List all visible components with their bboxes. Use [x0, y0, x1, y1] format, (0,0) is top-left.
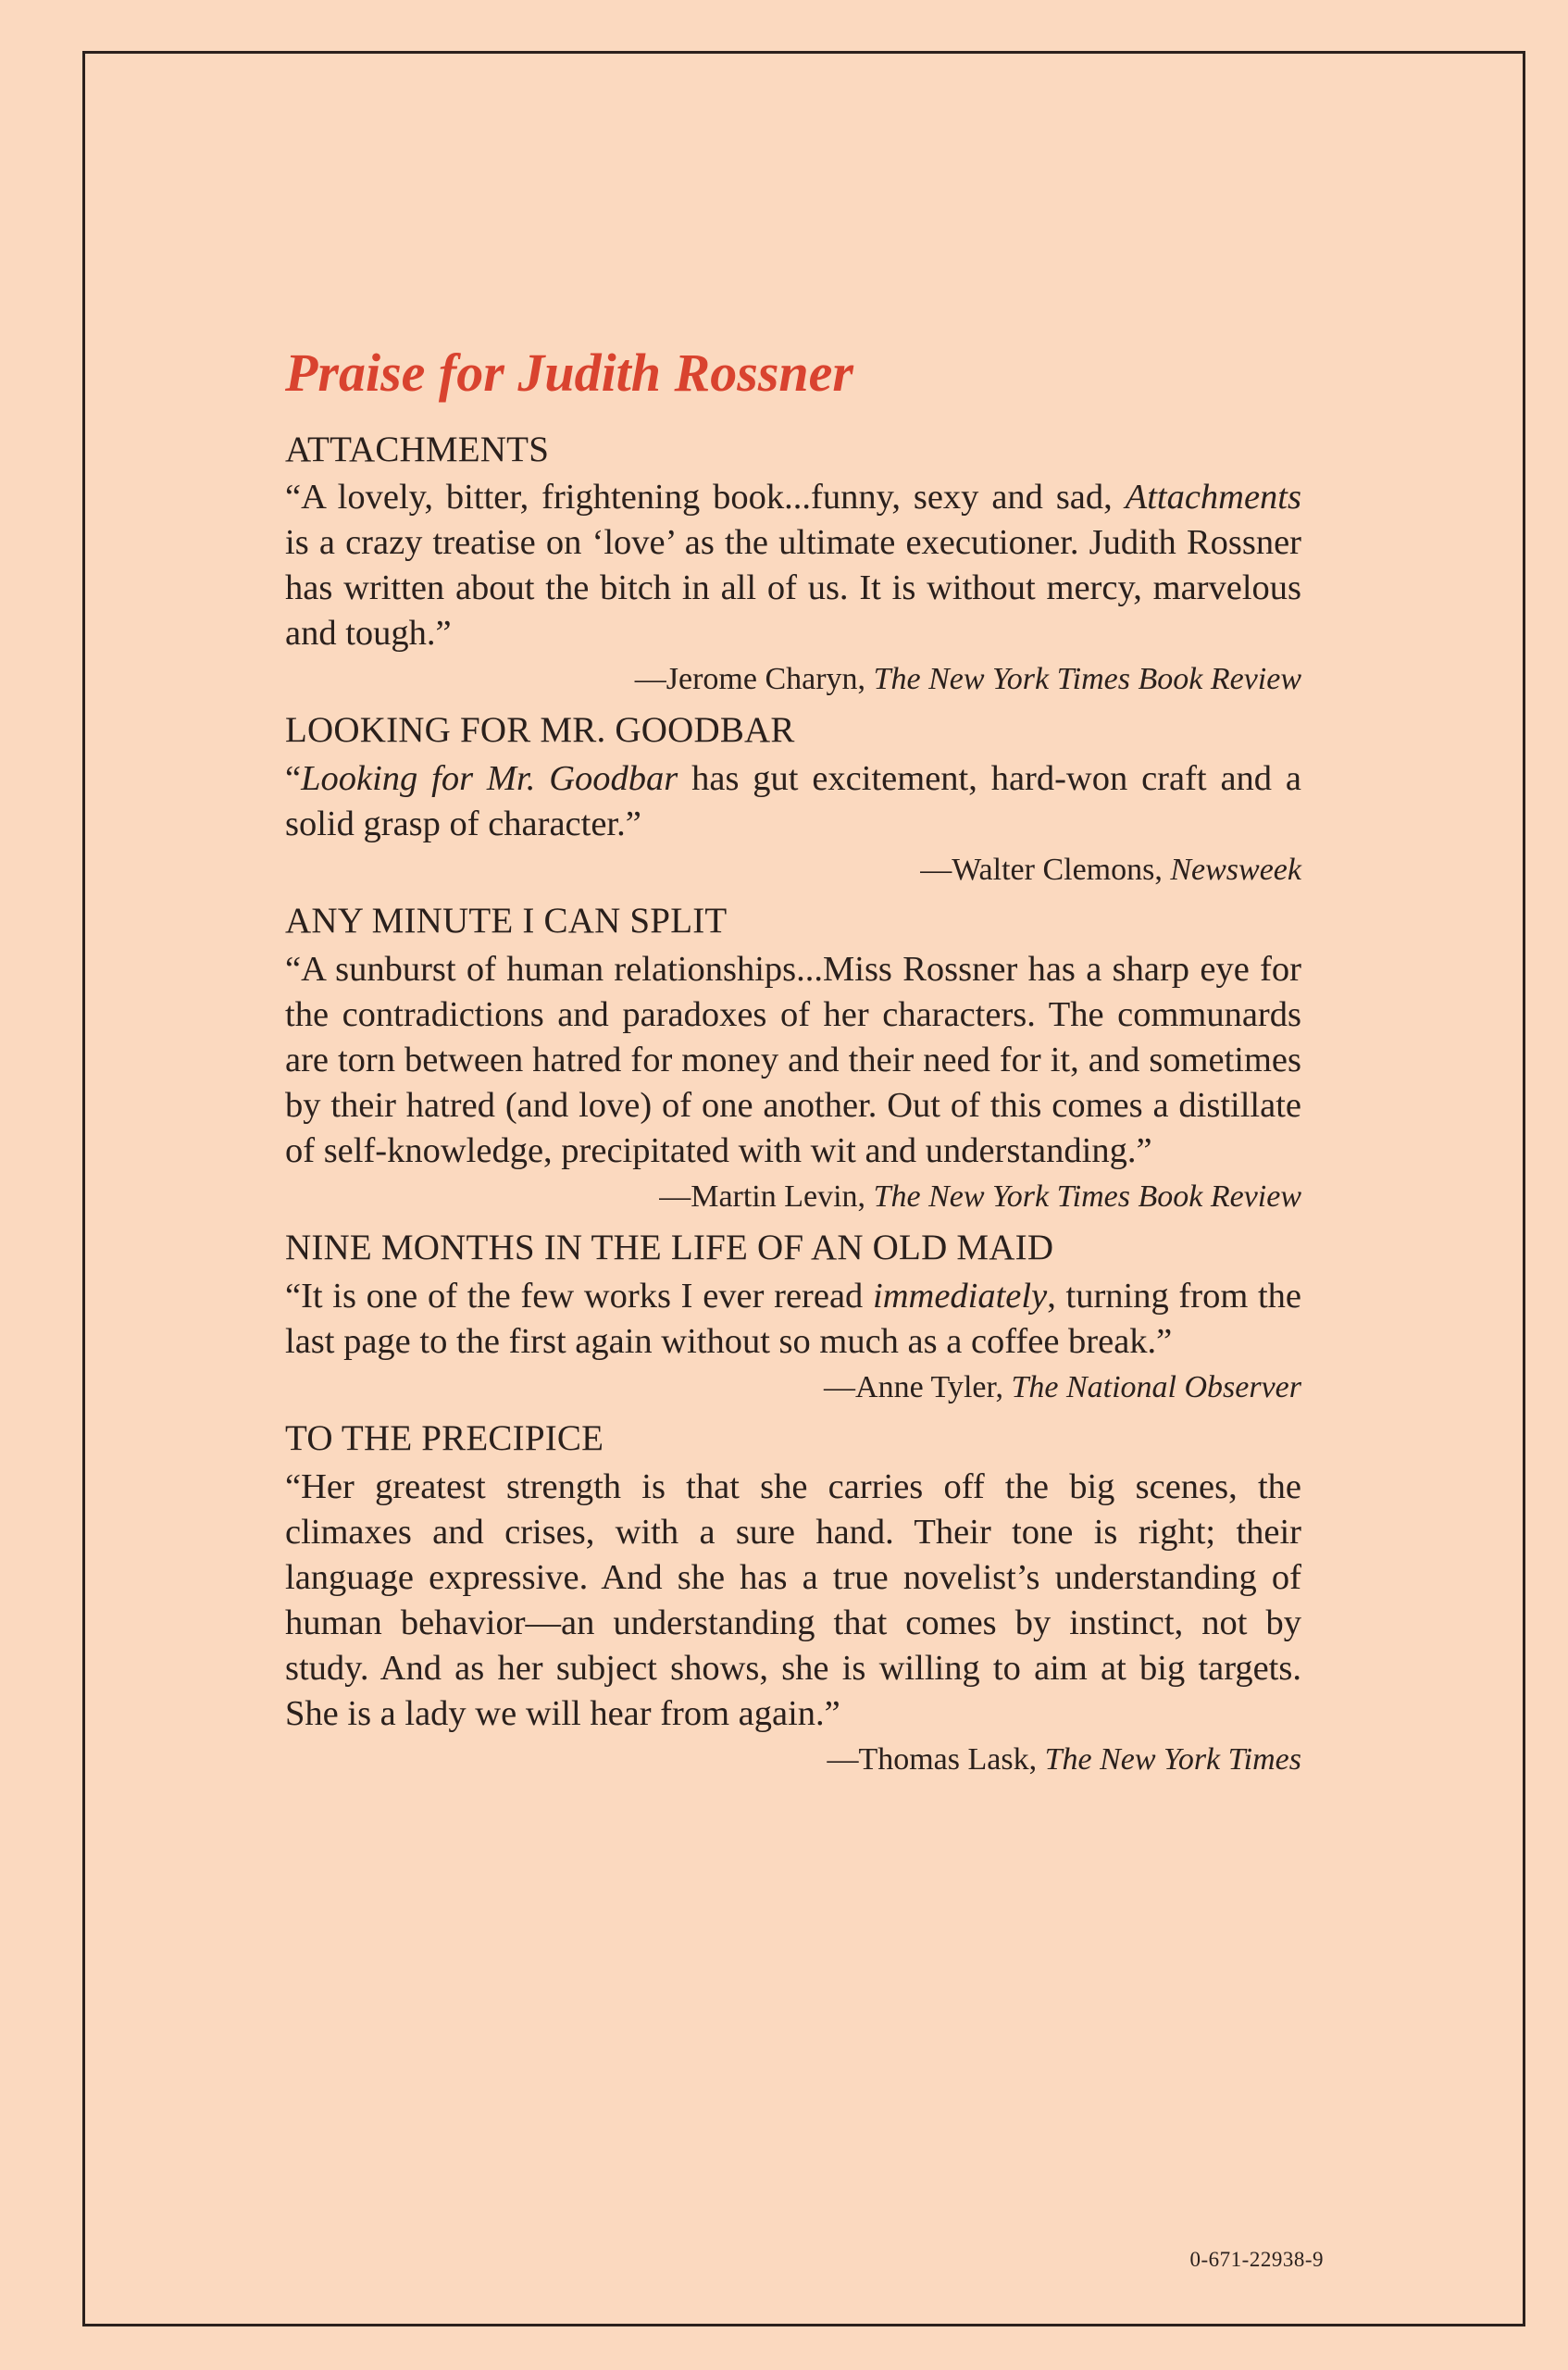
review-quote — [285, 756, 1301, 847]
reviewer-name: —Anne Tyler, — [824, 1369, 1012, 1404]
review-section — [285, 709, 1301, 892]
review-quote — [285, 947, 1301, 1174]
quote-italic-text: Attachments — [1125, 478, 1301, 518]
review-section — [285, 1417, 1301, 1782]
review-quote — [285, 1274, 1301, 1365]
review-attribution — [285, 1737, 1301, 1782]
quote-text: “It is one of the few works I ever reread — [285, 1276, 874, 1316]
review-attribution — [285, 1365, 1301, 1410]
reviewer-name: —Walter Clemons, — [920, 853, 1171, 888]
reviews-list — [285, 429, 1301, 1782]
review-section — [285, 429, 1301, 703]
review-section — [285, 1227, 1301, 1410]
quote-text: , turning from the last page to the first again without so much as a coffee break.” — [285, 1276, 1301, 1361]
praise-content — [285, 343, 1301, 1790]
publication-name: The National Observer — [1011, 1369, 1301, 1404]
review-attribution — [285, 1174, 1301, 1219]
quote-text: has gut excitement, hard-won craft and a solid grasp of character.” — [285, 759, 1301, 844]
quote-italic-text: Looking for Mr. Goodbar — [301, 759, 678, 799]
isbn-number: 0-671-22938-9 — [1189, 2248, 1324, 2271]
book-title: TO THE PRECIPICE — [285, 1417, 604, 1458]
book-title: LOOKING FOR MR. GOODBAR — [285, 710, 795, 751]
book-title: NINE MONTHS IN THE LIFE OF AN OLD MAID — [285, 1228, 1054, 1268]
reviewer-name: —Thomas Lask, — [827, 1741, 1045, 1777]
review-quote — [285, 1465, 1301, 1737]
reviewer-name: —Jerome Charyn, — [634, 662, 874, 697]
publication-name: Newsweek — [1170, 853, 1301, 888]
review-attribution — [285, 847, 1301, 892]
review-attribution — [285, 656, 1301, 702]
quote-text: “ — [285, 759, 302, 799]
quote-text: “Her greatest strength is that she carries off the big scenes, the climaxes and crises, with a sure hand. Their tone is right; their language expressive. And she has a true novelist’s understanding of human behavior—an understanding that comes by instinct, not by study. And as her subject shows, she is willing to aim at big targets. She is a lady we will hear from again.” — [285, 1466, 1301, 1733]
publication-name: The New York Times — [1044, 1741, 1301, 1777]
reviewer-name: —Martin Levin, — [659, 1179, 874, 1215]
quote-italic-text: immediately — [873, 1276, 1048, 1316]
quote-text: is a crazy treatise on ‘love’ as the ultimate executioner. Judith Rossner has written about the bitch in all of us. It is without mercy, marvelous and tough.” — [285, 523, 1301, 654]
publication-name: The New York Times Book Review — [873, 662, 1301, 697]
review-section — [285, 900, 1301, 1219]
praise-heading: Praise for Judith Rossner — [285, 343, 853, 403]
book-title: ANY MINUTE I CAN SPLIT — [285, 901, 728, 942]
quote-text: “A lovely, bitter, frightening book...funny, sexy and sad, — [285, 478, 1126, 518]
review-quote — [285, 475, 1301, 656]
book-title: ATTACHMENTS — [285, 429, 550, 469]
quote-text: “A sunburst of human relationships...Miss Rossner has a sharp eye for the contradictions and paradoxes of her characters. The communards are torn between hatred for money and their need for it, and sometimes by their hatred (and love) of one another. Out of this comes a distillate of self-knowledge, precipitated with wit and understanding.” — [285, 950, 1301, 1171]
publication-name: The New York Times Book Review — [873, 1179, 1301, 1215]
